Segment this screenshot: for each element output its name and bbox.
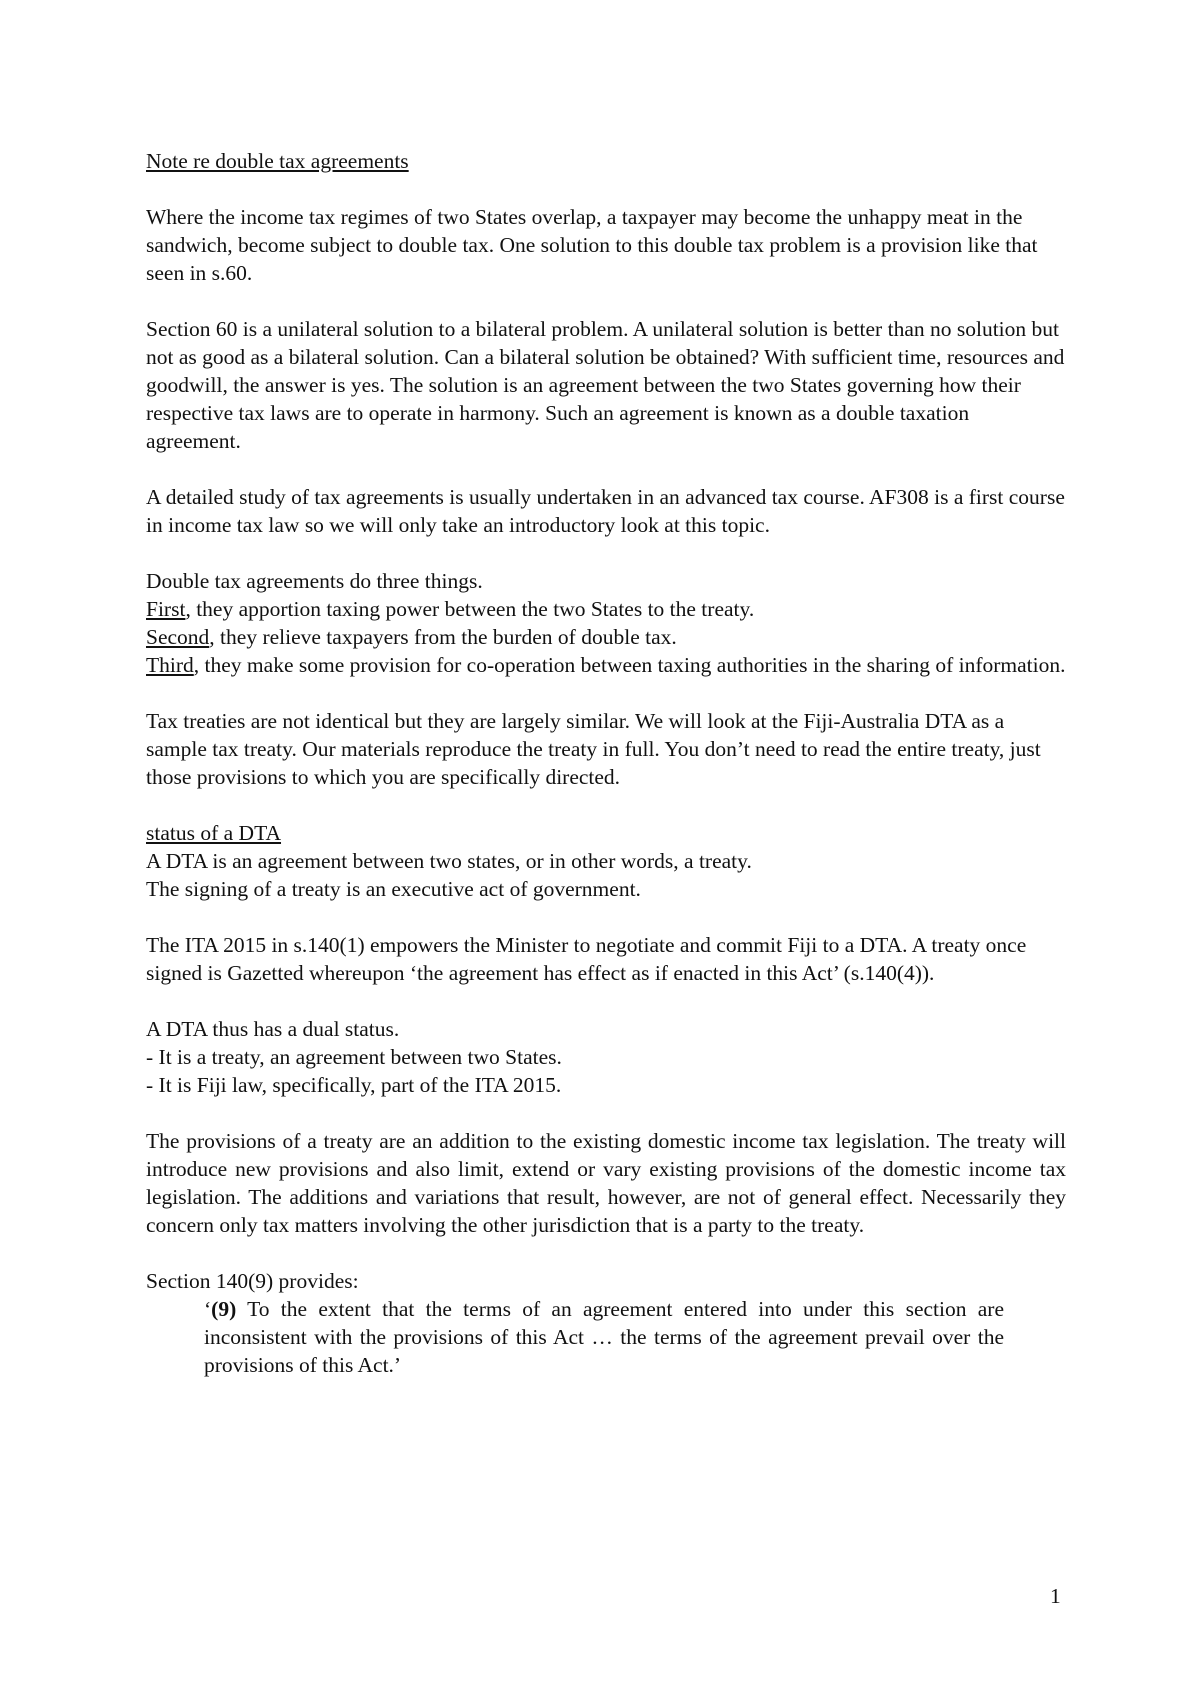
three-things-intro: Double tax agreements do three things. bbox=[146, 569, 483, 593]
paragraph-unilateral: Section 60 is a unilateral solution to a bilateral problem. A unilateral solution is better than no solution but not as good as a bilateral solution. Can a bilateral solution be obtained? With sufficient time, resources and goodwill, the answer is yes. The solution is an agreement between the two States governing how their respective tax laws are to operate in harmony. Such an agreement is known as a double taxation agreement. bbox=[146, 317, 1065, 453]
document-title: Note re double tax agreements bbox=[146, 149, 409, 173]
quote-open-mark: ‘ bbox=[204, 1297, 212, 1321]
dual-status-item: - It is Fiji law, specifically, part of the ITA 2015. bbox=[146, 1073, 562, 1097]
three-things-item bbox=[146, 651, 1066, 679]
status-section bbox=[146, 819, 1066, 903]
dual-status-item: - It is a treaty, an agreement between two States. bbox=[146, 1045, 562, 1069]
block-quote bbox=[204, 1295, 1004, 1379]
section-140-9 bbox=[146, 1267, 1066, 1379]
quote-subsection-number: (9) bbox=[211, 1297, 237, 1321]
item-label: First bbox=[146, 597, 186, 621]
three-things-item bbox=[146, 595, 1066, 623]
paragraph-treaties: Tax treaties are not identical but they are largely similar. We will look at the Fiji-Australia DTA as a sample tax treaty. Our materials reproduce the treaty in full. You don’t need to read the entire treaty, just those provisions to which you are specifically directed. bbox=[146, 709, 1041, 789]
item-label: Second bbox=[146, 625, 210, 649]
item-text: , they apportion taxing power between the two States to the treaty. bbox=[185, 597, 755, 621]
dual-status-section bbox=[146, 1015, 1066, 1099]
item-label: Third bbox=[146, 653, 194, 677]
paragraph-ita: The ITA 2015 in s.140(1) empowers the Minister to negotiate and commit Fiji to a DTA. A treaty once signed is Gazetted whereupon ‘the agreement has effect as if enacted in this Act’ (s.140(4)). bbox=[146, 933, 1027, 985]
status-line: The signing of a treaty is an executive act of government. bbox=[146, 877, 641, 901]
status-line: A DTA is an agreement between two states, or in other words, a treaty. bbox=[146, 849, 752, 873]
document-body bbox=[146, 147, 1066, 1379]
quote-text: To the extent that the terms of an agreement entered into under this section are inconsistent with the provisions of this Act … the terms of the agreement prevail over the provisions of this Act.’ bbox=[204, 1297, 1004, 1377]
paragraph-provisions: The provisions of a treaty are an addition to the existing domestic income tax legislation. The treaty will introduce new provisions and also limit, extend or vary existing provisions of the domestic income tax legislation. The additions and variations that result, however, are not of general effect. Necessarily they concern only tax matters involving the other jurisdiction that is a party to the treaty. bbox=[146, 1129, 1066, 1237]
paragraph-study: A detailed study of tax agreements is usually undertaken in an advanced tax course. AF308 is a first course in income tax law so we will only take an introductory look at this topic. bbox=[146, 485, 1065, 537]
page-number: 1 bbox=[1050, 1584, 1061, 1608]
paragraph-overlap: Where the income tax regimes of two States overlap, a taxpayer may become the unhappy meat in the sandwich, become subject to double tax. One solution to this double tax problem is a provision like that seen in s.60. bbox=[146, 205, 1038, 285]
item-text: , they make some provision for co-operation between taxing authorities in the sharing of information. bbox=[193, 653, 1066, 677]
three-things-item bbox=[146, 623, 1066, 651]
dual-status-intro: A DTA thus has a dual status. bbox=[146, 1017, 400, 1041]
item-text: , they relieve taxpayers from the burden of double tax. bbox=[209, 625, 677, 649]
three-things-section bbox=[146, 567, 1066, 679]
status-heading: status of a DTA bbox=[146, 821, 282, 845]
section-140-9-intro: Section 140(9) provides: bbox=[146, 1269, 359, 1293]
